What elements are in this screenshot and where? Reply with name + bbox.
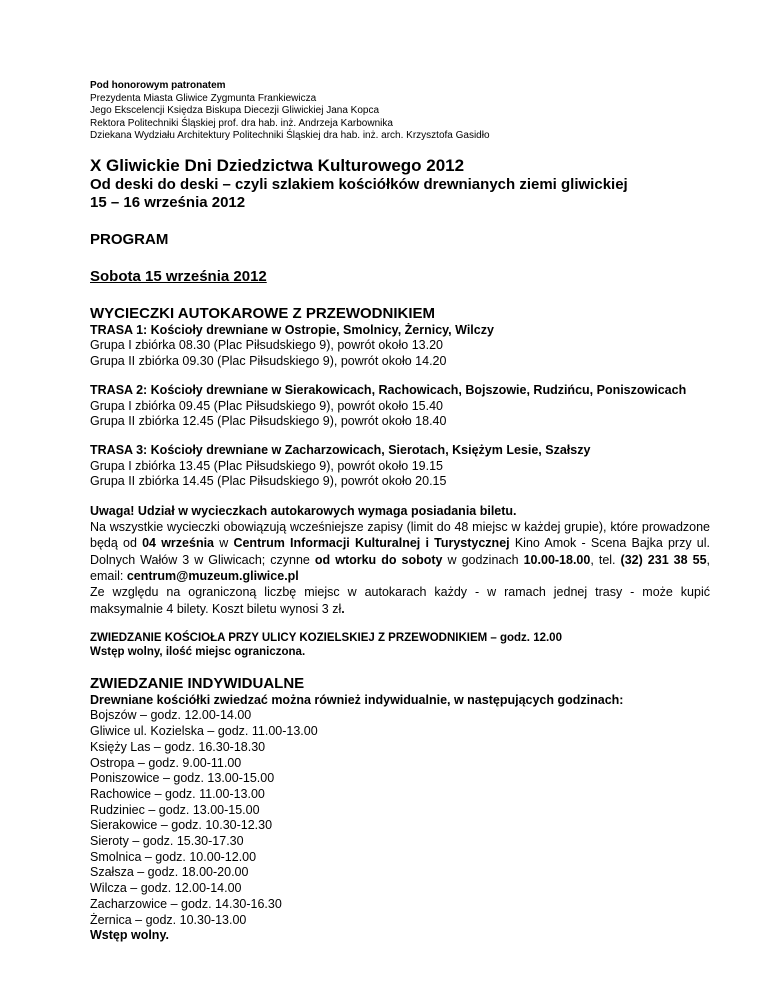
church-visit-block xyxy=(90,631,710,660)
list-item: Sieroty – godz. 15.30-17.30 xyxy=(90,834,244,849)
route-title: TRASA 1: Kościoły drewniane w Ostropie, Smolnicy, Żernicy, Wilczy xyxy=(90,322,494,337)
list-item: Wilcza – godz. 12.00-14.00 xyxy=(90,881,242,896)
list-item: Zacharzowice – godz. 14.30-16.30 xyxy=(90,896,282,911)
individual-footer: Wstęp wolny. xyxy=(90,928,169,943)
route-title: TRASA 3: Kościoły drewniane w Zacharzowicach, Sierotach, Księżym Lesie, Szałszy xyxy=(90,443,591,458)
list-item: Rudziniec – godz. 13.00-15.00 xyxy=(90,802,260,817)
list-item: Ostropa – godz. 9.00-11.00 xyxy=(90,755,242,770)
patronage-block xyxy=(90,80,710,143)
phone-number: (32) 231 38 55 xyxy=(620,552,707,567)
list-item: Żernica – godz. 10.30-13.00 xyxy=(90,912,247,927)
tours-heading: WYCIECZKI AUTOKAROWE Z PRZEWODNIKIEM xyxy=(90,304,435,322)
list-item: Smolnica – godz. 10.00-12.00 xyxy=(90,849,257,864)
route-group: Grupa I zbiórka 13.45 (Plac Piłsudskiego 9), powrót około 19.15 xyxy=(90,458,443,473)
event-title: X Gliwickie Dni Dziedzictwa Kulturowego 2012 xyxy=(90,155,465,175)
list-item: Bojszów – godz. 12.00-14.00 xyxy=(90,708,252,723)
patronage-line: Dziekana Wydziału Architektury Politechniki Śląskiej dra hab. inż. arch. Krzysztofa Gasidło xyxy=(90,130,490,142)
route-group: Grupa II zbiórka 14.45 (Plac Piłsudskiego 9), powrót około 20.15 xyxy=(90,474,447,489)
list-item: Sierakowice – godz. 10.30-12.30 xyxy=(90,818,273,833)
church-visit-note: Wstęp wolny, ilość miejsc ograniczona. xyxy=(90,646,306,659)
list-item: Poniszowice – godz. 13.00-15.00 xyxy=(90,771,275,786)
route-2 xyxy=(90,383,710,429)
day-heading: Sobota 15 września 2012 xyxy=(90,267,267,285)
patronage-line: Rektora Politechniki Śląskiej prof. dra hab. inż. Andrzeja Karbownika xyxy=(90,117,393,129)
route-3 xyxy=(90,443,710,489)
list-item: Szałsza – godz. 18.00-20.00 xyxy=(90,865,249,880)
church-visit-heading: ZWIEDZANIE KOŚCIOŁA PRZY ULICY KOZIELSKIEJ Z PRZEWODNIKIEM – godz. 12.00 xyxy=(90,631,562,644)
route-group: Grupa I zbiórka 09.45 (Plac Piłsudskiego 9), powrót około 15.40 xyxy=(90,398,443,413)
route-1 xyxy=(90,323,710,369)
event-date-range: 15 – 16 września 2012 xyxy=(90,193,246,211)
list-item: Księży Las – godz. 16.30-18.30 xyxy=(90,739,266,754)
notice-paragraph-limit: Ze względu na ograniczoną liczbę miejsc w autokarach każdy - w ramach jednej trasy - może kupić maksymalnie 4 bilety. Koszt biletu wynosi 3 zł. xyxy=(90,585,710,616)
list-item: Gliwice ul. Kozielska – godz. 11.00-13.00 xyxy=(90,724,318,739)
ticket-notice xyxy=(90,504,710,617)
document-body xyxy=(90,80,710,944)
patronage-line: Jego Ekscelencji Księdza Biskupa Diecezji Gliwickiej Jana Kopca xyxy=(90,105,380,117)
individual-heading: ZWIEDZANIE INDYWIDUALNE xyxy=(90,675,305,692)
list-item: Rachowice – godz. 11.00-13.00 xyxy=(90,786,265,801)
individual-hours-list xyxy=(90,708,710,943)
email-address: centrum@muzeum.gliwice.pl xyxy=(126,568,299,583)
program-heading: PROGRAM xyxy=(90,230,169,248)
patronage-heading: Pod honorowym patronatem xyxy=(90,80,226,91)
route-title: TRASA 2: Kościoły drewniane w Sierakowicach, Rachowicach, Bojszowie, Rudzińcu, Poniszowicach xyxy=(90,383,687,398)
notice-paragraph: Na wszystkie wycieczki obowiązują wcześniejsze zapisy (limit do 48 miejsc w każdej grupie), które prowadzone będą od 04 września w Centrum Informacji Kulturalnej i Turystycznej Kino Amok - Scena Bajka przy ul. Dolnych Wałów 3 w Gliwicach; czynne od wtorku do soboty w godzinach 10.00-18.00, tel. (32) 231 38 55, email: centrum@muzeum.gliwice.pl xyxy=(90,520,711,583)
individual-intro: Drewniane kościółki zwiedzać można również indywidualnie, w następujących godzinach: xyxy=(90,693,624,707)
notice-heading: Uwaga! Udział w wycieczkach autokarowych wymaga posiadania biletu. xyxy=(90,503,517,518)
patronage-line: Prezydenta Miasta Gliwice Zygmunta Frankiewicza xyxy=(90,92,317,104)
route-group: Grupa II zbiórka 12.45 (Plac Piłsudskiego 9), powrót około 18.40 xyxy=(90,414,447,428)
route-group: Grupa II zbiórka 09.30 (Plac Piłsudskiego 9), powrót około 14.20 xyxy=(90,353,447,368)
event-subtitle: Od deski do deski – czyli szlakiem kościółków drewnianych ziemi gliwickiej xyxy=(90,175,628,193)
route-group: Grupa I zbiórka 08.30 (Plac Piłsudskiego 9), powrót około 13.20 xyxy=(90,338,443,353)
